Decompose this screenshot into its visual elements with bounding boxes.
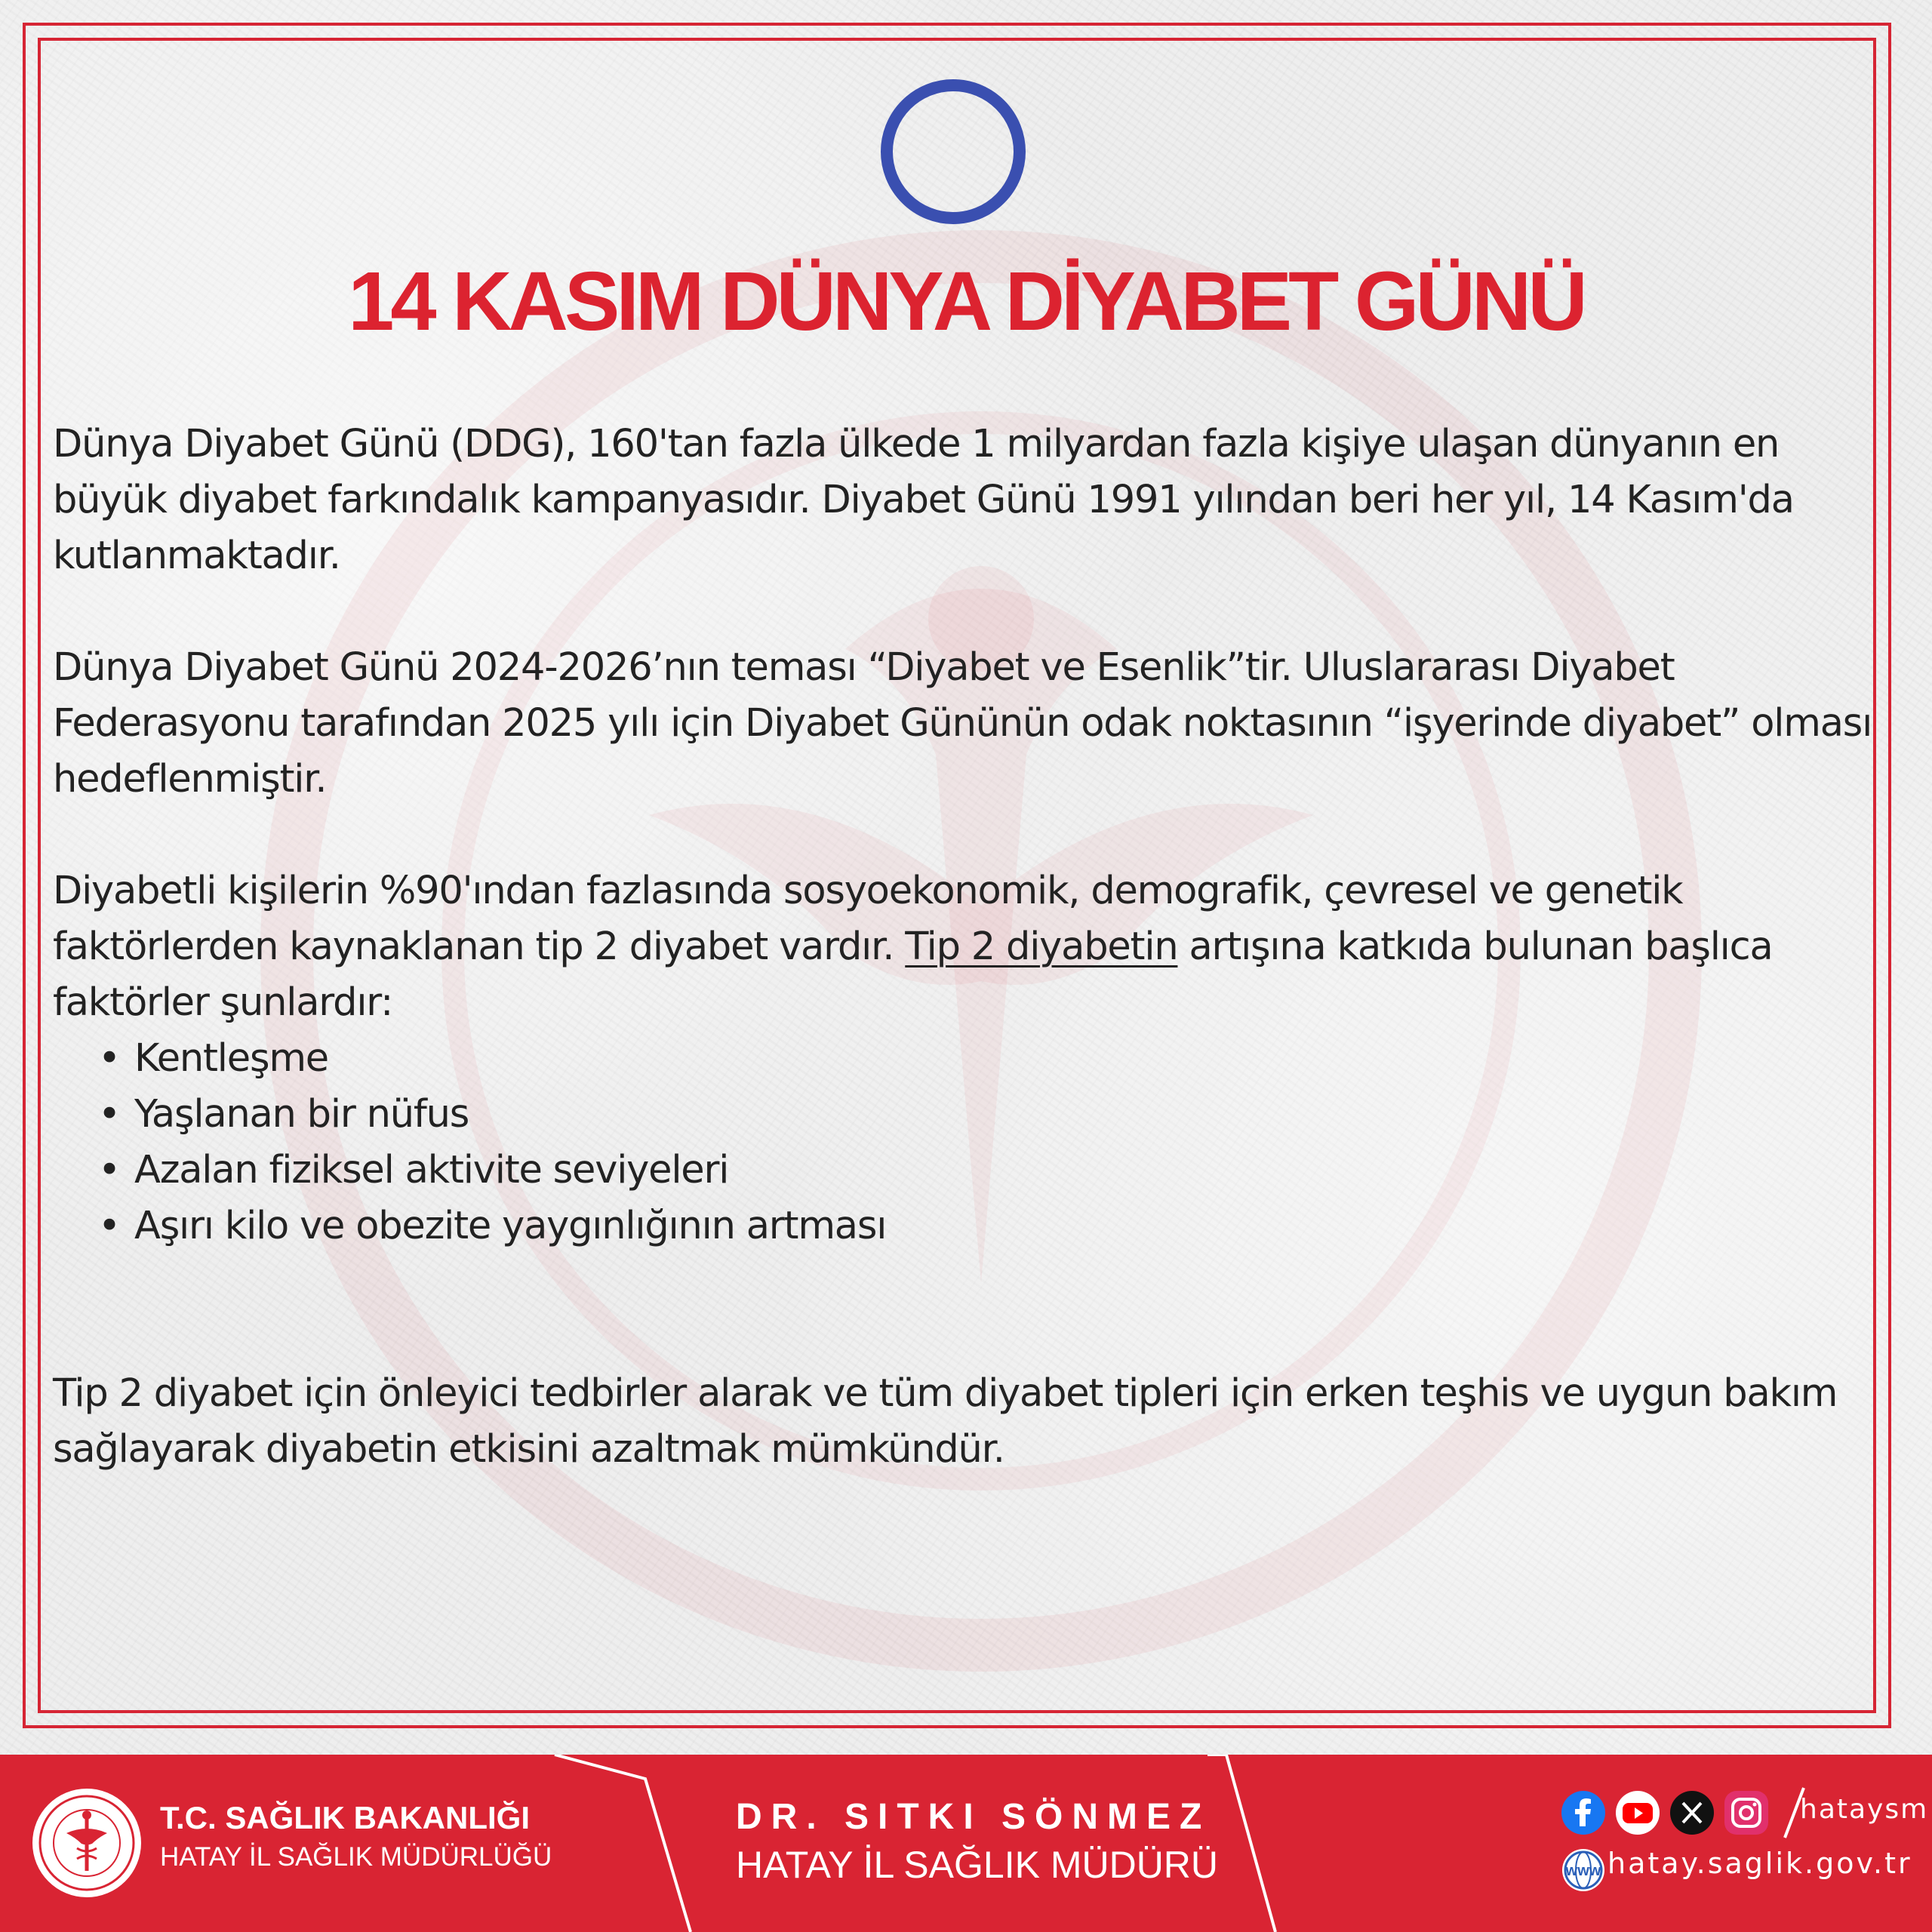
globe-www-icon — [1561, 1847, 1606, 1893]
facebook-icon[interactable] — [1561, 1790, 1606, 1835]
list-item: • Kentleşme — [53, 1031, 1887, 1087]
blue-circle-icon — [879, 78, 1027, 226]
paragraph-factors-intro — [53, 863, 1887, 1031]
x-icon[interactable] — [1669, 1790, 1715, 1835]
factors-list — [53, 1031, 1887, 1254]
social-handle[interactable]: hataysm — [1800, 1794, 1929, 1825]
youtube-icon[interactable] — [1615, 1790, 1660, 1835]
page-title: 14 KASIM DÜNYA DİYABET GÜNÜ — [348, 255, 1584, 348]
tip2-diabetes-link[interactable]: Tip 2 diyabetin — [905, 924, 1178, 969]
list-item: • Aşırı kilo ve obezite yaygınlığının artması — [53, 1198, 1887, 1254]
director-name: DR. SITKI SÖNMEZ — [736, 1797, 1211, 1837]
article-body — [53, 417, 1887, 1478]
footer-bar — [0, 1755, 1932, 1932]
paragraph-prevention: Tip 2 diyabet için önleyici tedbirler alarak ve tüm diyabet tipleri için erken teşhis ve uygun bakım sağlayarak diyabetin etkisini azaltmak mümkündür. — [53, 1371, 1838, 1472]
org-title: T.C. SAĞLIK BAKANLIĞI — [160, 1800, 530, 1835]
ministry-logo-icon — [30, 1786, 143, 1900]
director-title: HATAY İL SAĞLIK MÜDÜRÜ — [736, 1844, 1219, 1886]
list-item: • Azalan fiziksel aktivite seviyeleri — [53, 1143, 1887, 1198]
factors-intro-text: Diyabetli kişilerin %90'ından fazlasında sosyoekonomik, demografik, çevresel ve genetik faktörlerden kaynaklanan tip 2 diyabet vardır. — [53, 869, 1683, 969]
www-label: www — [1565, 1863, 1601, 1879]
factors-intro-text-end: artışına katkıda bulunan başlıca faktörler şunlardır: — [53, 924, 1773, 1025]
instagram-icon[interactable] — [1724, 1790, 1769, 1835]
paragraph-intro: Dünya Diyabet Günü (DDG), 160'tan fazla ülkede 1 milyardan fazla kişiye ulaşan dünyanın en büyük diyabet farkındalık kampanyasıdır. Diyabet Günü 1991 yılından beri her yıl, 14 Kasım'da kutlanmaktadır. — [53, 422, 1794, 578]
website-link[interactable]: hatay.saglik.gov.tr — [1607, 1847, 1912, 1880]
org-subtitle: HATAY İL SAĞLIK MÜDÜRLÜĞÜ — [160, 1842, 552, 1872]
paragraph-theme: Dünya Diyabet Günü 2024-2026’nın teması “Diyabet ve Esenlik”tir. Uluslararası Diyabet Federasyonu tarafından 2025 yılı için Diyabet Gününün odak noktasının “işyerinde diyabet” olması hedeflenmiştir. — [53, 645, 1872, 801]
list-item: • Yaşlanan bir nüfus — [53, 1087, 1887, 1143]
